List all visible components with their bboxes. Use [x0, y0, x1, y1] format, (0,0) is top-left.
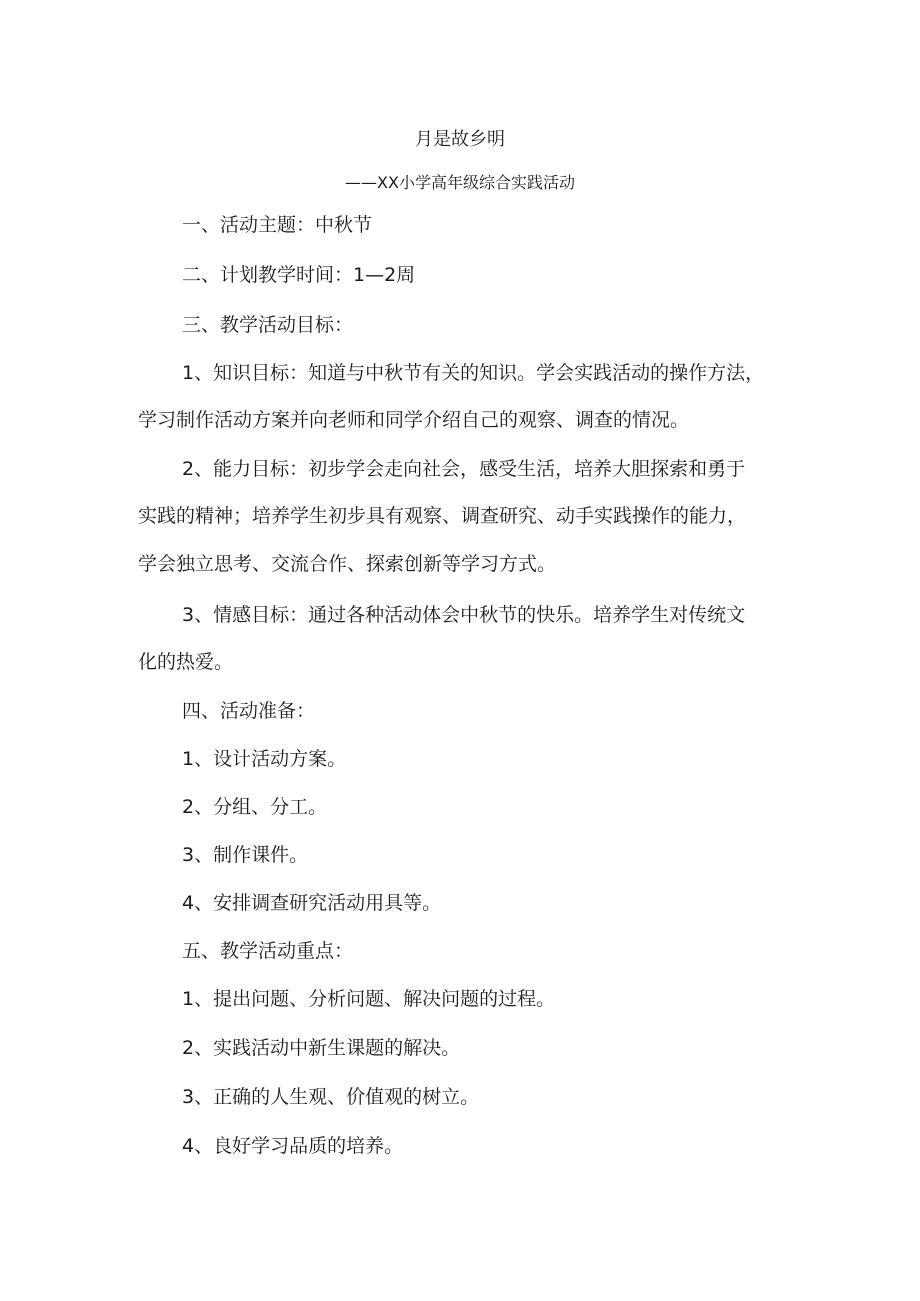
section-heading-preparation: 四、活动准备：: [182, 700, 316, 722]
section-heading-focus: 五、教学活动重点：: [182, 940, 354, 962]
list-item: 4、安排调查研究活动用具等。: [182, 892, 442, 914]
paragraph-line: 实践的精神；培养学生初步具有观察、调查研究、动手实践操作的能力，: [138, 505, 747, 527]
paragraph-line: 学会独立思考、交流合作、探索创新等学习方式。: [138, 553, 557, 575]
paragraph-line: 学习制作活动方案并向老师和同学介绍自己的观察、调查的情况。: [138, 409, 690, 431]
paragraph-line: 2、能力目标：初步学会走向社会，感受生活，培养大胆探索和勇于: [182, 458, 746, 480]
section-heading-theme: 一、活动主题：中秋节: [182, 214, 373, 236]
paragraph-line: 1、知识目标：知道与中秋节有关的知识。学会实践活动的操作方法，: [182, 362, 765, 384]
document-title: 月是故乡明: [415, 129, 505, 150]
list-item: 1、提出问题、分析问题、解决问题的过程。: [182, 988, 556, 1010]
paragraph-line: 化的热爱。: [138, 651, 234, 673]
list-item: 1、设计活动方案。: [182, 748, 347, 770]
document-subtitle: ——XX小学高年级综合实践活动: [345, 173, 575, 192]
section-heading-objectives: 三、教学活动目标：: [182, 314, 354, 336]
list-item: 4、良好学习品质的培养。: [182, 1135, 404, 1157]
list-item: 2、分组、分工。: [182, 796, 328, 818]
paragraph-line: 3、情感目标：通过各种活动体会中秋节的快乐。培养学生对传统文: [182, 604, 746, 626]
list-item: 3、正确的人生观、价值观的树立。: [182, 1086, 480, 1108]
list-item: 2、实践活动中新生课题的解决。: [182, 1037, 461, 1059]
section-heading-time: 二、计划教学时间：1—2周: [182, 264, 416, 286]
list-item: 3、制作课件。: [182, 844, 309, 866]
